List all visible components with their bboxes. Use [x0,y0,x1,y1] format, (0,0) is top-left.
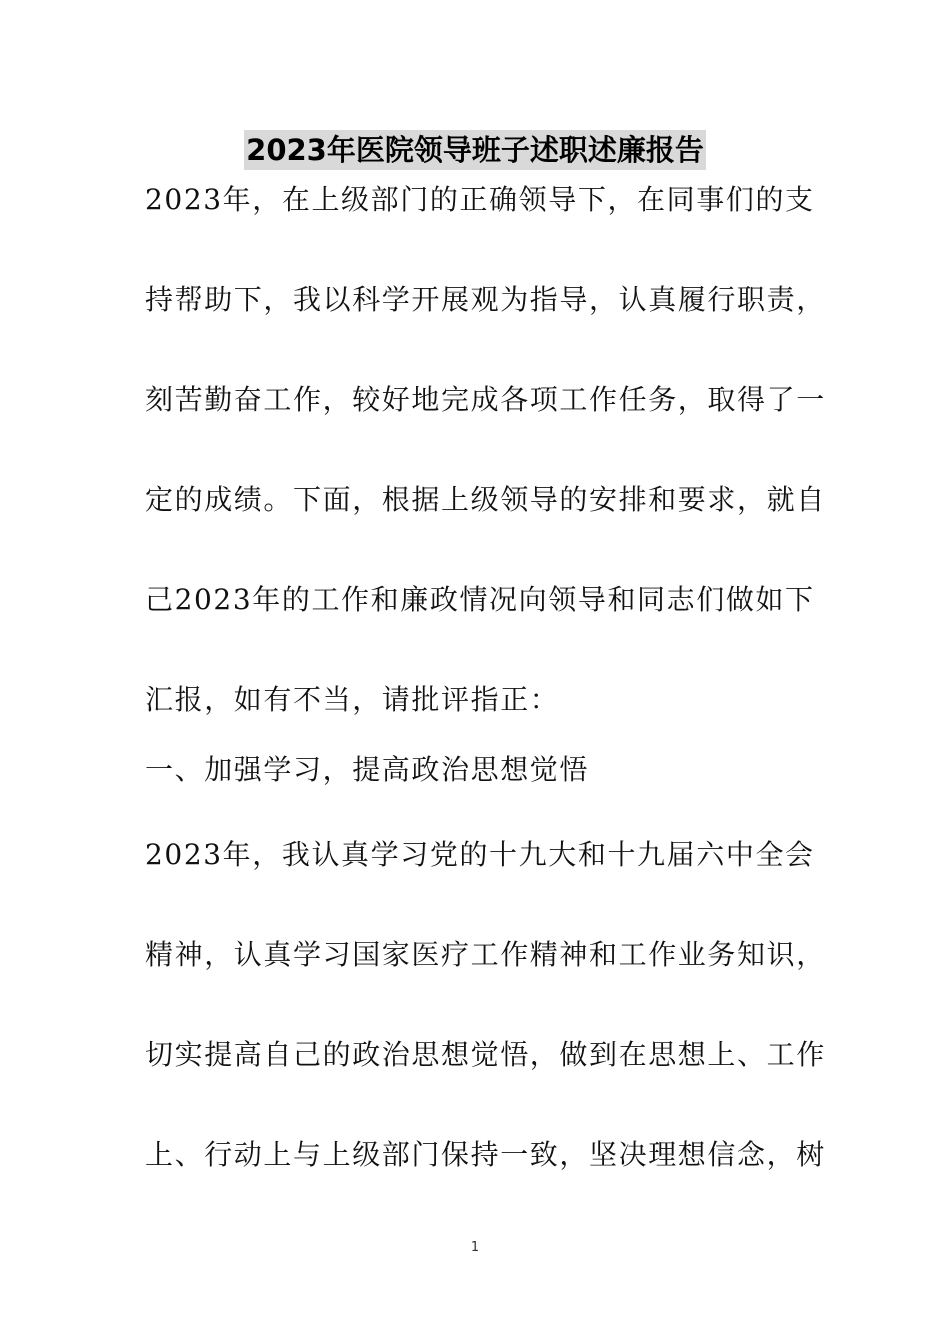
paragraph-2-line-1: 2023年，我认真学习党的十九大和十九届六中全会 [145,838,815,871]
paragraph-2-line-4: 上、行动上与上级部门保持一致，坚决理想信念，树 [145,1138,826,1171]
paragraph-1-line-6: 汇报，如有不当，请批评指正： [145,683,560,716]
paragraph-1-line-4: 定的成绩。下面，根据上级领导的安排和要求，就自 [145,483,826,516]
section-heading-1: 一、加强学习，提高政治思想觉悟 [145,753,590,786]
document-title: 2023年医院领导班子述职述廉报告 [244,130,706,170]
title-container [0,130,950,170]
paragraph-2-line-2: 精神，认真学习国家医疗工作精神和工作业务知识， [145,938,826,971]
page-number: 1 [470,1240,480,1255]
paragraph-1-line-1: 2023年，在上级部门的正确领导下，在同事们的支 [145,183,815,216]
paragraph-1-line-2: 持帮助下，我以科学开展观为指导，认真履行职责， [145,283,826,316]
paragraph-2-line-3: 切实提高自己的政治思想觉悟，做到在思想上、工作 [145,1038,826,1071]
paragraph-1-line-3: 刻苦勤奋工作，较好地完成各项工作任务，取得了一 [145,383,826,416]
paragraph-1-line-5: 己2023年的工作和廉政情况向领导和同志们做如下 [145,583,815,616]
